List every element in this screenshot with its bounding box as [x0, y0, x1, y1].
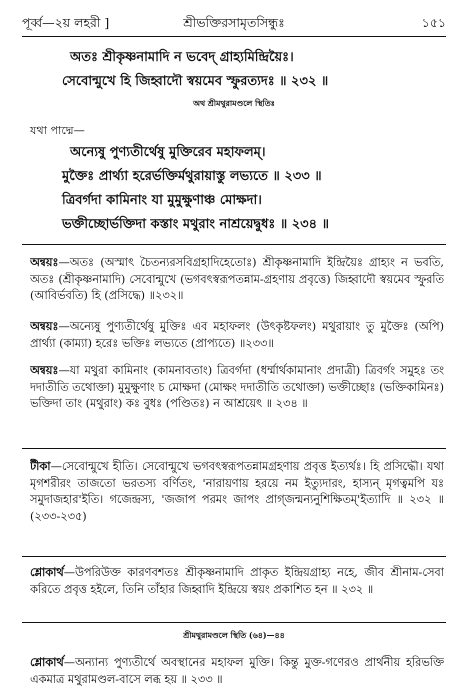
section-rule-3 — [22, 556, 446, 557]
anvaya-232 — [30, 254, 444, 314]
anvaya-label: অন্বয়ঃ — [30, 319, 59, 333]
subheading-mathura-sthiti: শ্রীমথুরামণ্ডলে স্থিতি (৬৪)—৪৪ — [183, 631, 285, 640]
header-rule — [22, 36, 446, 37]
verse-232-line-2: সেবোন্মুখে হি জিহ্বাদৌ স্বয়মেব স্ফুরত্যদঃ ॥ ২৩২ ॥ — [62, 74, 329, 89]
shlokartha-label: শ্লোকার্থ — [30, 655, 64, 669]
header-chapter: পূর্ব্ব—২য় লহরী ] — [22, 15, 110, 30]
tika-commentary — [30, 458, 444, 550]
section-rule-4 — [22, 622, 446, 623]
anvaya-233 — [30, 318, 444, 358]
header-page-number: ১৫১ — [421, 15, 446, 30]
tika-text: —সেবোন্মুখে হীতি। সেবোন্মুখে ভগবৎস্বরূপতন্নামগ্রহণায় প্রবৃত্ত ইত্যর্থঃ। হি প্রসিদ্ধৌ। যথা মৃগশরীরং তাজতো ভরতস্য বর্ণিতং, 'নারায়ণায় হরয়ে নম ইত্যুদারং, হাস্যন্ মৃগত্বমপি যঃ সমুদাজহার'ইতি। গজেন্দ্রস্য, 'জজাপ পরমং জাপং প্রাগ্জন্মন্যনুশিক্ষিতম্'ইত্যাদি ॥ ২৩২ ॥ (২৩৩-২৩৫) — [30, 460, 444, 523]
running-header — [22, 12, 446, 34]
header-book-title: শ্রীভক্তিরসামৃতসিন্ধুঃ — [183, 15, 285, 30]
shlokartha-232 — [30, 564, 444, 618]
shlokartha-233 — [30, 654, 444, 692]
section-rule-2 — [22, 448, 446, 449]
source-intro: যথা পাদ্মে— — [30, 124, 85, 137]
anvaya-label: অন্বয়ঃ — [30, 363, 59, 377]
verse-main-line-4: ভক্তীচ্ছোর্ভক্তিদা কস্তাং মথুরাং নাশ্রয়েদ্বুধঃ ॥ ২৩৪ ॥ — [62, 217, 329, 232]
verse-main-line-1: অন্যেষু পুণ্যতীর্থেষু মুক্তিরেব মহাফলম্। — [70, 145, 266, 160]
anvaya-label: অন্বয়ঃ — [30, 255, 59, 269]
verse-232-line-1: অতঃ শ্রীকৃষ্ণনামাদি ন ভবেদ্ গ্রাহ্যমিন্দ্রিয়ৈঃ। — [70, 50, 294, 65]
section-heading: অথ শ্রীমথুরামণ্ডলে স্থিতিঃ — [193, 99, 275, 108]
tika-label: টীকা — [30, 459, 51, 473]
anvaya-text: —অতঃ (অস্মাৎ চৈতন্যরসবিগ্রহাদিহেতোঃ) শ্রীকৃষ্ণনামাদি ইন্দ্রিয়ৈঃ গ্রাহ্যং ন ভবতি, অতঃ (শ্রীকৃষ্ণনামাদি) সেবোন্মুখে (ভগবৎস্বরূপতন্নাম-গ্রহণায় প্রবৃত্তে) জিহ্বাদৌ স্বয়মেব স্ফুরতি (আবির্ভবতি) হি (প্রসিদ্ধে) ॥২৩২॥ — [30, 256, 444, 303]
section-rule-1 — [22, 244, 446, 245]
anvaya-text: —অন্যেষু পুণ্যতীর্থেষু মুক্তিঃ এব মহাফলং (উৎকৃষ্টফলং) মথুরায়াং তু মুক্তৈঃ (অপি) প্রার্থ্যা (কাম্যা) হরেঃ ভক্তিঃ লভ্যতে (প্রাপ্যতে) ॥২৩৩॥ — [30, 320, 444, 350]
anvaya-text: —যা মথুরা কামিনাং (কামনাবতাং) ত্রিবর্গদা (ধর্ম্মার্থকামানাং প্রদাত্রী) ত্রিবর্গং সমুহঃ তং দদাতীতি তথোক্তা) মুমুক্ষুণাং চ মোক্ষদা (মোক্ষং দদাতীতি তথোক্তা) ভক্তীচ্ছোঃ (ভক্তিকামিনঃ) ভক্তিদা তাং (মথুরাং) কঃ বুধঃ (পণ্ডিতঃ) ন আশ্রয়েৎ ॥ ২৩৪ ॥ — [30, 364, 444, 411]
verse-main-line-2: মুক্তৈঃ প্রার্থ্যা হরের্ভক্তির্মথুরায়াস্তু লভ্যতে ॥ ২৩৩ ॥ — [62, 169, 322, 184]
shlokartha-label: শ্লোকার্থ — [30, 565, 64, 579]
shlokartha-text: —উপরিউক্ত কারণবশতঃ শ্রীকৃষ্ণনামাদি প্রাকৃত ইন্দ্রিয়গ্রাহ্য নহে, জীব শ্রীনাম-সেবা করিতে প্রবৃত্ত হইলে, তিনি তাঁহার জিহ্বাদি ইন্দ্রিয়ে স্বয়ং প্রকাশিত হন ॥ ২৩২ ॥ — [30, 566, 444, 596]
verse-main-line-3: ত্রিবর্গদা কামিনাং যা মুমুক্ষুণাঞ্চ মোক্ষদা। — [62, 193, 262, 208]
anvaya-234 — [30, 362, 444, 438]
shlokartha-text: —অন্যান্য পুণ্যতীর্থে অবস্থানের মহাফল মুক্তি। কিন্তু মুক্ত-গণেরও প্রার্থনীয় হরিভক্তি একমাত্র মথুরামণ্ডল-বাসে লব্ধ হয় ॥ ২৩৩ ॥ — [30, 656, 444, 686]
